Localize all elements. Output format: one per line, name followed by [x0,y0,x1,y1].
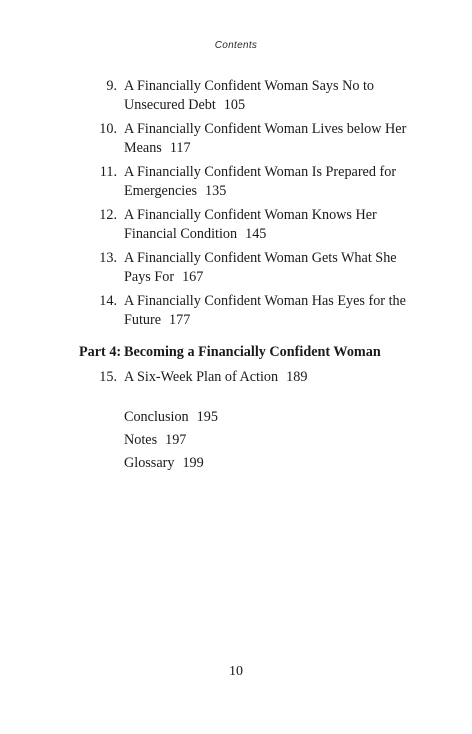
page-number: 117 [169,140,191,156]
toc-entry-13[interactable] [0,249,472,287]
toc-entry-10[interactable] [0,120,472,158]
running-head: Contents [214,40,258,51]
chapter-number: 10. [99,121,117,137]
chapter-title-line-2: Financial Condition [124,226,238,242]
part-label: Part 4: [79,344,122,360]
chapter-title-line-2: Pays For [124,269,175,285]
chapter-title-line-2: Future [124,312,162,328]
page-number: 145 [245,226,267,242]
chapter-title: A Six-Week Plan of Action [124,369,279,385]
table-of-contents [0,77,472,477]
backmatter-title: Glossary [124,455,175,471]
toc-entry-11[interactable] [0,163,472,201]
part-title: Becoming a Financially Confident Woman [124,344,381,360]
backmatter-glossary[interactable] [124,454,472,473]
toc-entry-9[interactable] [0,77,472,115]
backmatter-notes[interactable] [124,431,472,450]
chapter-number: 14. [99,293,117,309]
page-number: 167 [182,269,204,285]
page-number: 189 [286,369,308,385]
toc-entry-14[interactable] [0,292,472,330]
toc-entry-12[interactable] [0,206,472,244]
page-number: 197 [165,432,187,448]
chapter-title-line-1: A Financially Confident Woman Knows Her [124,207,377,223]
toc-entry-15[interactable] [0,368,472,387]
chapter-title-line-1: A Financially Confident Woman Gets What She [124,250,397,266]
chapter-number: 13. [99,250,117,266]
page-number: 105 [223,97,246,113]
chapter-number: 11. [99,164,117,180]
page-number: 135 [205,183,227,199]
chapter-title-line-1: A Financially Confident Woman Is Prepared for [124,164,397,180]
back-matter [0,408,472,473]
backmatter-title: Conclusion [124,409,189,425]
page-number: 199 [182,455,204,471]
chapter-title-line-2: Means [124,140,162,156]
chapter-title-line-1: A Financially Confident Woman Lives below Her [124,121,407,137]
chapter-title-line-2: Unsecured Debt [124,97,216,113]
part-4-heading [0,343,472,362]
backmatter-conclusion[interactable] [124,408,472,427]
folio-page-number: 10 [229,664,243,679]
page-number: 195 [196,409,218,425]
backmatter-title: Notes [124,432,158,448]
chapter-number: 9. [106,78,117,94]
chapter-number: 15. [99,369,117,385]
page-number: 177 [169,312,191,328]
chapter-title-line-1: A Financially Confident Woman Has Eyes for the [124,293,406,309]
chapter-title-line-1: A Financially Confident Woman Says No to [124,78,375,94]
chapter-number: 12. [99,207,117,223]
chapter-title-line-2: Emergencies [124,183,198,199]
